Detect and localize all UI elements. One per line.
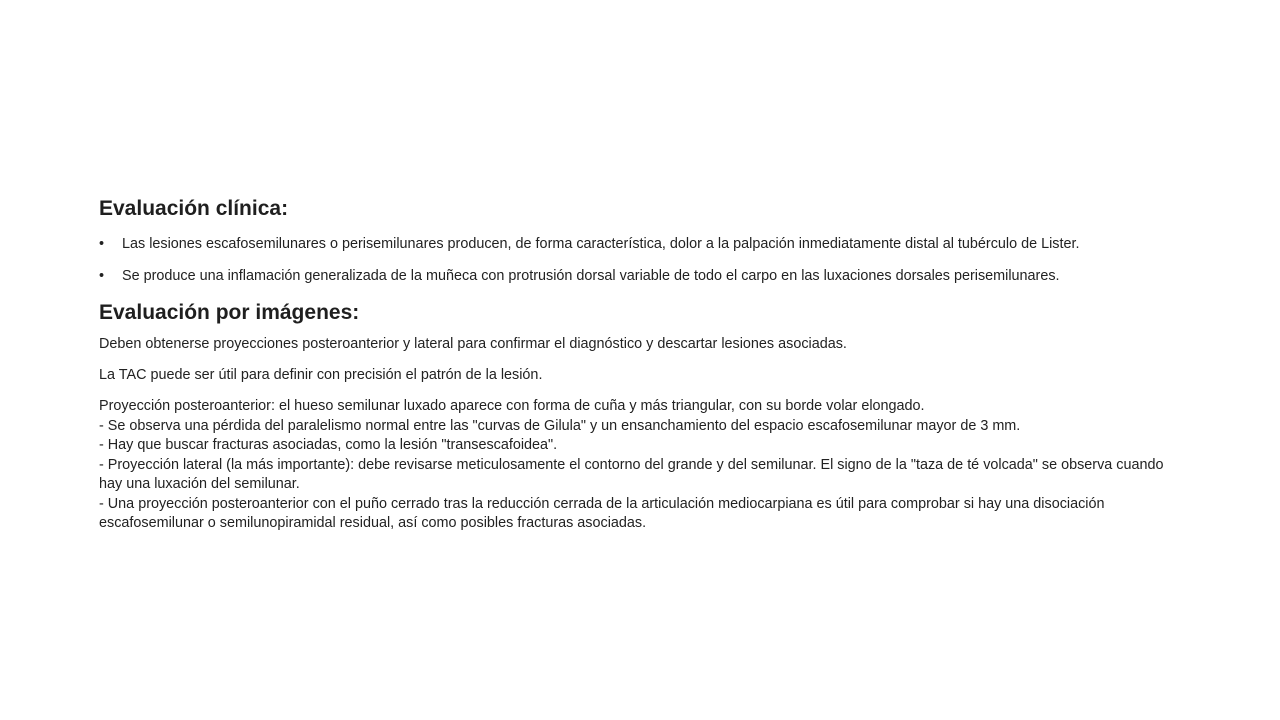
- detail-line: Proyección posteroanterior: el hueso semilunar luxado aparece con forma de cuña y más triangular, con su borde volar elongado.: [99, 398, 925, 414]
- bullet-icon: •: [99, 236, 105, 252]
- bullet-item-2: [99, 266, 1184, 287]
- imaging-paragraph-projections: Deben obtenerse proyecciones posteroanterior y lateral para confirmar el diagnóstico y descartar lesiones asociadas.: [99, 336, 847, 352]
- bullet-text: Las lesiones escafosemilunares o perisemilunares producen, de forma característica, dolor a la palpación inmediatamente distal al tubérculo de Lister.: [122, 236, 1080, 252]
- clinical-evaluation-heading: Evaluación clínica:: [99, 197, 289, 220]
- detail-line: - Proyección lateral (la más importante): debe revisarse meticulosamente el contorno del grande y del semilunar. El signo de la "taza de té volcada" se observa cuando hay una luxación del semilunar.: [99, 456, 1164, 492]
- imaging-evaluation-heading: Evaluación por imágenes:: [99, 301, 360, 324]
- detail-line: - Hay que buscar fracturas asociadas, como la lesión "transescafoidea".: [99, 437, 558, 453]
- detail-line: - Se observa una pérdida del paralelismo normal entre las "curvas de Gilula" y un ensanchamiento del espacio escafosemilunar mayor de 3 mm.: [99, 417, 1021, 434]
- bullet-text: Se produce una inflamación generalizada de la muñeca con protrusión dorsal variable de todo el carpo en las luxaciones dorsales perisemilunares.: [122, 268, 1060, 284]
- imaging-paragraph-tac: La TAC puede ser útil para definir con precisión el patrón de la lesión.: [99, 367, 543, 383]
- bullet-item-1: [99, 234, 1184, 255]
- imaging-details: [99, 397, 1184, 534]
- detail-line: - Una proyección posteroanterior con el puño cerrado tras la reducción cerrada de la articulación mediocarpiana es útil para comprobar si hay una disociación escafosemilunar o semilunopiramidal residual, así como posibles fracturas asociadas.: [99, 495, 1105, 531]
- bullet-icon: •: [99, 268, 105, 284]
- slide-content: [99, 194, 1184, 534]
- clinical-evaluation-bullets: [99, 234, 1184, 287]
